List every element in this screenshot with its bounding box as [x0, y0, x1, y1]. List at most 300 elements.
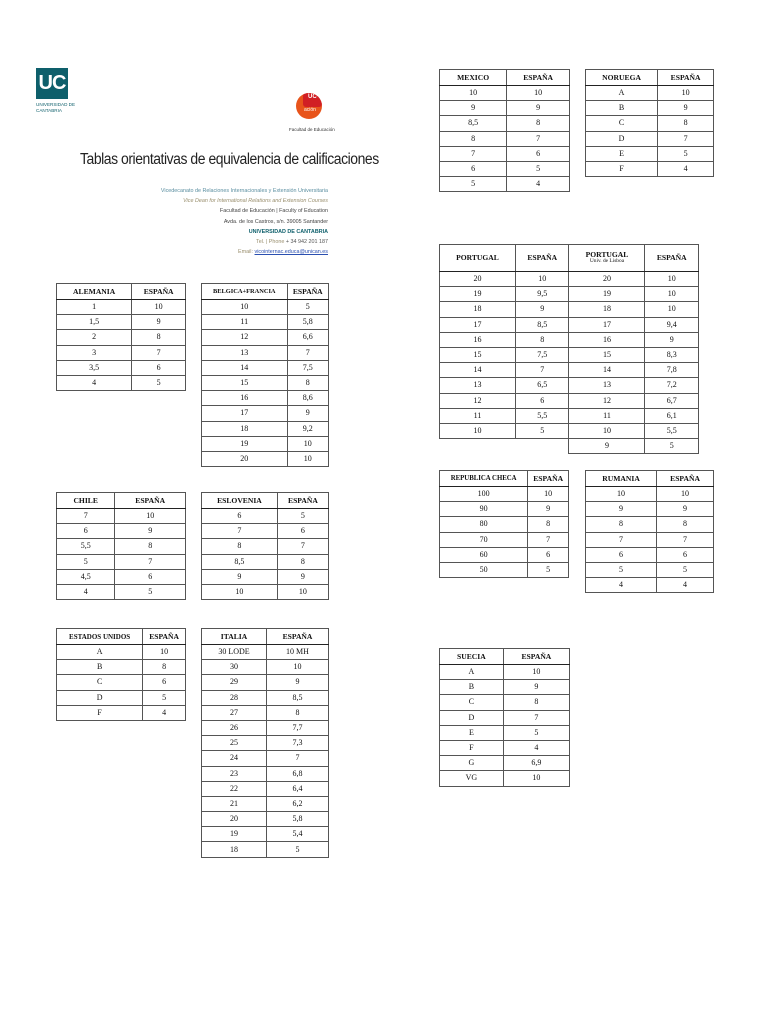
cell: E — [440, 725, 504, 740]
cell: 8 — [528, 517, 569, 532]
contact-block — [68, 186, 328, 257]
cell: 7 — [507, 131, 570, 146]
cell: 5 — [277, 509, 328, 524]
table-row — [202, 720, 329, 735]
cell: 25 — [202, 736, 267, 751]
cell: 10 — [528, 487, 569, 502]
cell: 6 — [515, 393, 569, 408]
cell: D — [586, 131, 658, 146]
table-row — [440, 146, 570, 161]
cell: 2 — [57, 330, 132, 345]
header-spain: ESPAÑA — [287, 284, 328, 300]
cell: 12 — [569, 393, 645, 408]
cell: 17 — [440, 317, 516, 332]
cell: 10 — [658, 86, 714, 101]
cell: 8 — [143, 660, 186, 675]
cell: 20 — [440, 272, 516, 287]
cell: 8 — [507, 116, 570, 131]
cell: 9 — [645, 332, 699, 347]
cell: 7 — [277, 539, 328, 554]
cell: 9 — [503, 680, 569, 695]
cell: 5 — [143, 690, 186, 705]
table-row — [202, 660, 329, 675]
cell: 21 — [202, 796, 267, 811]
table-row — [586, 517, 714, 532]
cell: 9 — [515, 302, 569, 317]
cell: 9 — [115, 524, 186, 539]
table-republica-checa — [439, 470, 569, 578]
header-spain: ESPAÑA — [528, 471, 569, 487]
cell: 7,3 — [267, 736, 329, 751]
cell: 19 — [202, 827, 267, 842]
cell: 23 — [202, 766, 267, 781]
cell: 14 — [569, 363, 645, 378]
cell: 10 — [657, 487, 714, 502]
table-noruega — [585, 69, 714, 177]
cell: 4 — [143, 705, 186, 720]
header-spain: ESPAÑA — [267, 629, 329, 645]
table-row — [440, 725, 570, 740]
cell: 29 — [202, 675, 267, 690]
cell: 8 — [515, 332, 569, 347]
table-row — [586, 547, 714, 562]
cell: 7,2 — [645, 378, 699, 393]
header-country: REPUBLICA CHECA — [440, 471, 528, 487]
cell: 7,5 — [287, 360, 328, 375]
cell: 4 — [657, 578, 714, 593]
header-country: ESLOVENIA — [202, 493, 278, 509]
cell: 6 — [440, 161, 507, 176]
cell: 11 — [202, 315, 288, 330]
cell: 3 — [57, 345, 132, 360]
cell: 4 — [586, 578, 657, 593]
cell: 10 — [515, 272, 569, 287]
table-row — [57, 524, 186, 539]
cell: 27 — [202, 705, 267, 720]
table-row — [202, 300, 329, 315]
header-country: BELGICA+FRANCIA — [202, 284, 288, 300]
cell: 8 — [132, 330, 186, 345]
contact-line-vicedecanato: Vicedecanato de Relaciones Internacionales y Extensión Universitaria — [160, 188, 328, 194]
cell: 14 — [202, 360, 288, 375]
table-row — [202, 812, 329, 827]
cell: 30 LODE — [202, 645, 267, 660]
faculty-logo-line1: UC — [308, 94, 317, 100]
table-row — [57, 690, 186, 705]
table-row — [57, 315, 186, 330]
cell: 5 — [507, 161, 570, 176]
table-row — [202, 675, 329, 690]
cell: 6 — [57, 524, 115, 539]
header-spain: ESPAÑA — [115, 493, 186, 509]
cell: 9 — [287, 406, 328, 421]
table-row — [440, 532, 569, 547]
table-row — [586, 101, 714, 116]
cell: 16 — [569, 332, 645, 347]
table-row — [57, 675, 186, 690]
cell: 9 — [267, 675, 329, 690]
contact-line-email — [68, 247, 328, 257]
cell: 7 — [586, 532, 657, 547]
cell: 7,5 — [515, 347, 569, 362]
cell: 8 — [586, 517, 657, 532]
cell: 6,8 — [267, 766, 329, 781]
table-row — [586, 116, 714, 131]
cell: 5 — [657, 562, 714, 577]
cell: 1,5 — [57, 315, 132, 330]
table-row — [440, 502, 569, 517]
empty-cell — [440, 439, 516, 454]
cell: 1 — [57, 300, 132, 315]
cell: 8 — [287, 375, 328, 390]
header-country: SUECIA — [440, 649, 504, 665]
cell: 28 — [202, 690, 267, 705]
uc-logo: UC — [36, 68, 68, 99]
cell: 15 — [202, 375, 288, 390]
cell: 5 — [515, 423, 569, 438]
cell: 7,8 — [645, 363, 699, 378]
table-row — [440, 332, 699, 347]
cell: 6 — [143, 675, 186, 690]
cell: 5,5 — [645, 423, 699, 438]
cell: 7 — [57, 509, 115, 524]
cell: 100 — [440, 487, 528, 502]
header-country-lisboa — [569, 245, 645, 272]
cell: B — [586, 101, 658, 116]
table-belgica-francia — [201, 283, 329, 467]
table-row — [57, 360, 186, 375]
cell: F — [586, 161, 658, 176]
table-row — [440, 423, 699, 438]
cell: 6 — [528, 547, 569, 562]
cell: 90 — [440, 502, 528, 517]
cell: 8 — [503, 695, 569, 710]
table-row — [440, 393, 699, 408]
table-row — [586, 562, 714, 577]
cell: 5 — [658, 146, 714, 161]
table-row — [440, 317, 699, 332]
table-row — [586, 532, 714, 547]
faculty-logo-line2: ación — [304, 107, 316, 113]
cell: 8 — [115, 539, 186, 554]
cell: 10 — [586, 487, 657, 502]
cell: 10 — [645, 302, 699, 317]
table-row — [440, 517, 569, 532]
table-row — [440, 86, 570, 101]
cell: 18 — [569, 302, 645, 317]
table-row — [440, 487, 569, 502]
table-row — [202, 705, 329, 720]
cell: 7 — [515, 363, 569, 378]
cell: A — [586, 86, 658, 101]
cell: C — [57, 675, 143, 690]
phone-value: + 34 942 201 187 — [285, 239, 328, 246]
cell: 19 — [202, 436, 288, 451]
table-row — [202, 796, 329, 811]
header-country: ALEMANIA — [57, 284, 132, 300]
cell: 7 — [267, 751, 329, 766]
cell: 17 — [202, 406, 288, 421]
cell: 10 — [202, 300, 288, 315]
cell: 6 — [132, 360, 186, 375]
table-row — [57, 554, 186, 569]
table-row — [440, 439, 699, 454]
cell: 5 — [57, 554, 115, 569]
cell: 9 — [657, 502, 714, 517]
cell: B — [57, 660, 143, 675]
table-row — [57, 584, 186, 599]
table-row — [202, 391, 329, 406]
cell: 15 — [569, 347, 645, 362]
cell: 7 — [528, 532, 569, 547]
table-row — [57, 330, 186, 345]
table-row — [440, 740, 570, 755]
cell: 7 — [440, 146, 507, 161]
table-row — [440, 710, 570, 725]
header-spain: ESPAÑA — [503, 649, 569, 665]
table-row — [440, 695, 570, 710]
header-country: NORUEGA — [586, 70, 658, 86]
cell: 8,3 — [645, 347, 699, 362]
cell: 17 — [569, 317, 645, 332]
cell: 10 — [440, 423, 516, 438]
table-italia — [201, 628, 329, 858]
table-row — [57, 660, 186, 675]
table-row — [202, 842, 329, 857]
cell: 5 — [440, 177, 507, 192]
cell: 13 — [440, 378, 516, 393]
cell: 9 — [658, 101, 714, 116]
header-country: MEXICO — [440, 70, 507, 86]
cell: 8 — [658, 116, 714, 131]
contact-line-phone — [68, 237, 328, 247]
cell: 8,5 — [440, 116, 507, 131]
cell: 9,5 — [515, 287, 569, 302]
table-row — [202, 781, 329, 796]
cell: 5 — [503, 725, 569, 740]
cell: 22 — [202, 781, 267, 796]
table-row — [440, 680, 570, 695]
cell: 10 — [440, 86, 507, 101]
cell: 13 — [202, 345, 288, 360]
contact-line-faculty: Facultad de Educación | Faculty of Education — [219, 208, 328, 215]
cell: 4,5 — [57, 569, 115, 584]
cell: 5 — [287, 300, 328, 315]
cell: 9 — [277, 569, 328, 584]
cell: 10 — [503, 665, 569, 680]
header-subtitle-lisboa: Univ. de Lisboa — [589, 258, 625, 264]
empty-cell — [515, 439, 569, 454]
cell: 15 — [440, 347, 516, 362]
header-country: ESTADOS UNIDOS — [57, 629, 143, 645]
cell: 6 — [277, 524, 328, 539]
table-row — [202, 554, 329, 569]
table-row — [57, 705, 186, 720]
table-row — [57, 645, 186, 660]
cell: 5 — [645, 439, 699, 454]
cell: 8,6 — [287, 391, 328, 406]
table-row — [202, 330, 329, 345]
table-row — [586, 131, 714, 146]
cell: 11 — [569, 408, 645, 423]
header-spain: ESPAÑA — [132, 284, 186, 300]
cell: 6 — [202, 509, 278, 524]
faculty-caption: Facultad de Educación — [289, 127, 335, 132]
cell: 9,2 — [287, 421, 328, 436]
header-country: ITALIA — [202, 629, 267, 645]
cell: 5,5 — [57, 539, 115, 554]
cell: 4 — [658, 161, 714, 176]
contact-line-address: Avda. de los Castros, s/n. 39005 Santander — [223, 218, 328, 225]
table-row — [57, 375, 186, 390]
table-row — [57, 539, 186, 554]
cell: 8,5 — [267, 690, 329, 705]
cell: 12 — [202, 330, 288, 345]
header-country: RUMANIA — [586, 471, 657, 487]
table-row — [202, 690, 329, 705]
contact-line-vicedean: Vice Dean for International Relations and Extension Courses — [183, 198, 328, 205]
table-row — [57, 509, 186, 524]
cell: 6,6 — [287, 330, 328, 345]
cell: 7 — [657, 532, 714, 547]
table-row — [57, 300, 186, 315]
faculty-logo — [296, 93, 322, 119]
table-row — [202, 436, 329, 451]
cell: 5 — [132, 375, 186, 390]
cell: 16 — [440, 332, 516, 347]
table-row — [440, 408, 699, 423]
cell: 12 — [440, 393, 516, 408]
table-row — [440, 771, 570, 786]
table-row — [440, 562, 569, 577]
cell: 5,5 — [515, 408, 569, 423]
email-label: Email: — [238, 249, 253, 256]
cell: C — [586, 116, 658, 131]
table-row — [202, 421, 329, 436]
cell: 9,4 — [645, 317, 699, 332]
cell: A — [57, 645, 143, 660]
table-row — [586, 161, 714, 176]
email-link[interactable]: vicointernac.educa@unican.es — [254, 249, 328, 256]
cell: 20 — [202, 812, 267, 827]
table-row — [202, 766, 329, 781]
table-row — [202, 315, 329, 330]
table-row — [202, 584, 329, 599]
cell: 10 — [503, 771, 569, 786]
table-row — [57, 569, 186, 584]
cell: 11 — [440, 408, 516, 423]
table-portugal — [439, 244, 699, 454]
cell: 19 — [440, 287, 516, 302]
cell: 6,2 — [267, 796, 329, 811]
table-alemania — [56, 283, 186, 391]
cell: 7 — [287, 345, 328, 360]
table-row — [440, 756, 570, 771]
page-title: Tablas orientativas de equivalencia de calificaciones — [80, 151, 379, 168]
cell: 20 — [202, 451, 288, 466]
table-row — [440, 378, 699, 393]
header-spain: ESPAÑA — [277, 493, 328, 509]
table-row — [202, 375, 329, 390]
header-spain: ESPAÑA — [657, 471, 714, 487]
cell: G — [440, 756, 504, 771]
cell: 6,5 — [515, 378, 569, 393]
cell: 10 — [202, 584, 278, 599]
cell: 6,4 — [267, 781, 329, 796]
cell: 5,8 — [267, 812, 329, 827]
contact-line-university: UNIVERSIDAD DE CANTABRIA — [248, 228, 328, 235]
cell: 3,5 — [57, 360, 132, 375]
cell: 9 — [440, 101, 507, 116]
cell: 19 — [569, 287, 645, 302]
cell: 5,4 — [267, 827, 329, 842]
table-row — [440, 665, 570, 680]
cell: VG — [440, 771, 504, 786]
cell: 20 — [569, 272, 645, 287]
cell: 5 — [586, 562, 657, 577]
cell: 10 — [267, 660, 329, 675]
table-row — [202, 751, 329, 766]
cell: 14 — [440, 363, 516, 378]
table-row — [440, 131, 570, 146]
cell: 10 — [569, 423, 645, 438]
cell: E — [586, 146, 658, 161]
cell: 5 — [528, 562, 569, 577]
table-row — [586, 487, 714, 502]
cell: 10 — [507, 86, 570, 101]
table-rumania — [585, 470, 714, 593]
cell: 9 — [507, 101, 570, 116]
cell: 6,9 — [503, 756, 569, 771]
cell: 8,5 — [202, 554, 278, 569]
cell: F — [440, 740, 504, 755]
table-suecia — [439, 648, 570, 787]
cell: D — [57, 690, 143, 705]
cell: 6,7 — [645, 393, 699, 408]
table-row — [440, 272, 699, 287]
table-row — [440, 547, 569, 562]
table-row — [586, 578, 714, 593]
cell: 10 MH — [267, 645, 329, 660]
cell: 8 — [440, 131, 507, 146]
cell: 4 — [507, 177, 570, 192]
cell: 7,7 — [267, 720, 329, 735]
cell: 8 — [202, 539, 278, 554]
cell: D — [440, 710, 504, 725]
cell: 9 — [569, 439, 645, 454]
cell: 18 — [202, 421, 288, 436]
cell: 7 — [658, 131, 714, 146]
cell: 4 — [57, 584, 115, 599]
cell: 9 — [528, 502, 569, 517]
cell: 8 — [277, 554, 328, 569]
table-row — [440, 177, 570, 192]
header-spain: ESPAÑA — [515, 245, 569, 272]
cell: B — [440, 680, 504, 695]
cell: 18 — [202, 842, 267, 857]
table-estados-unidos — [56, 628, 186, 721]
table-row — [202, 524, 329, 539]
cell: 10 — [645, 272, 699, 287]
cell: 5 — [267, 842, 329, 857]
cell: 10 — [645, 287, 699, 302]
cell: 6 — [586, 547, 657, 562]
table-row — [440, 287, 699, 302]
cell: 26 — [202, 720, 267, 735]
cell: 10 — [143, 645, 186, 660]
cell: 4 — [57, 375, 132, 390]
cell: 6 — [115, 569, 186, 584]
